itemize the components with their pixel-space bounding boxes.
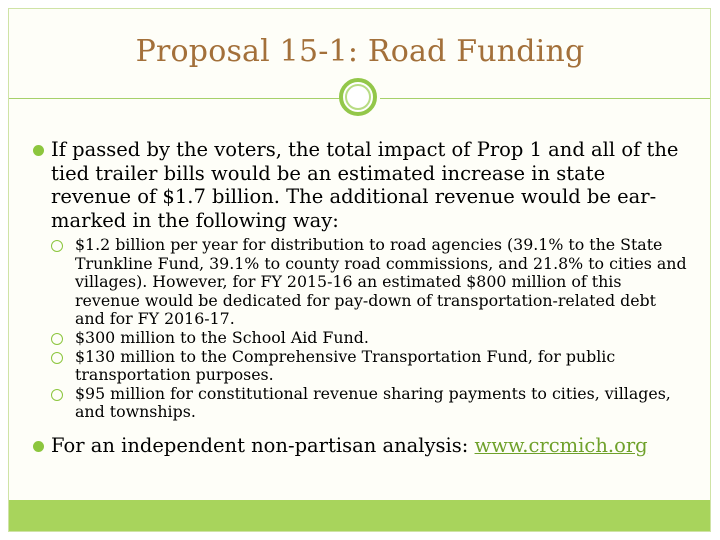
bullet-dot-icon bbox=[33, 441, 44, 452]
circle-ornament-icon bbox=[339, 78, 377, 116]
crcmich-link[interactable]: www.crcmich.org bbox=[474, 433, 648, 457]
bullet-list bbox=[30, 138, 690, 457]
bullet-ring-icon bbox=[51, 333, 63, 345]
bullet-text: If passed by the voters, the total impact of Prop 1 and all of the tied trailer bills would be an estimated increase in state revenue of $1.7 billion. The additional revenue would be ear-marked in the following way: bbox=[51, 138, 679, 232]
bullet-item-analysis bbox=[30, 434, 690, 458]
sub-bullet-text: $1.2 billion per year for distribution to road agencies (39.1% to the State Trunkline Fund, 39.1% to county road commissions, and 21.8% to cities and villages). However, for FY 2015-16 an estimated $800 million of this revenue would be dedicated for pay-down of transportation-related debt and for FY 2016-17. bbox=[75, 235, 687, 329]
sub-bullet-school-aid bbox=[51, 329, 690, 348]
sub-bullet-list bbox=[51, 236, 690, 422]
sub-bullet-road-agencies bbox=[51, 236, 690, 329]
sub-bullet-text: $300 million to the School Aid Fund. bbox=[75, 327, 369, 347]
sub-bullet-revenue-sharing bbox=[51, 385, 690, 422]
bullet-ring-icon bbox=[51, 389, 63, 401]
title-divider-left bbox=[9, 98, 341, 99]
bullet-ring-icon bbox=[51, 352, 63, 364]
sub-bullet-text: $95 million for constitutional revenue sharing payments to cities, villages, and townships. bbox=[75, 383, 671, 422]
slide-title: Proposal 15-1: Road Funding bbox=[135, 34, 585, 69]
footer-bar bbox=[9, 500, 710, 531]
bullet-item-prop1-impact bbox=[30, 138, 690, 422]
sub-bullet-text: $130 million to the Comprehensive Transportation Fund, for public transportation purposes. bbox=[75, 346, 616, 385]
title-divider-right bbox=[380, 98, 710, 99]
bullet-text: For an independent non-partisan analysis: bbox=[51, 433, 475, 457]
sub-bullet-transportation-fund bbox=[51, 348, 690, 385]
bullet-ring-icon bbox=[51, 240, 63, 252]
bullet-dot-icon bbox=[33, 145, 44, 156]
